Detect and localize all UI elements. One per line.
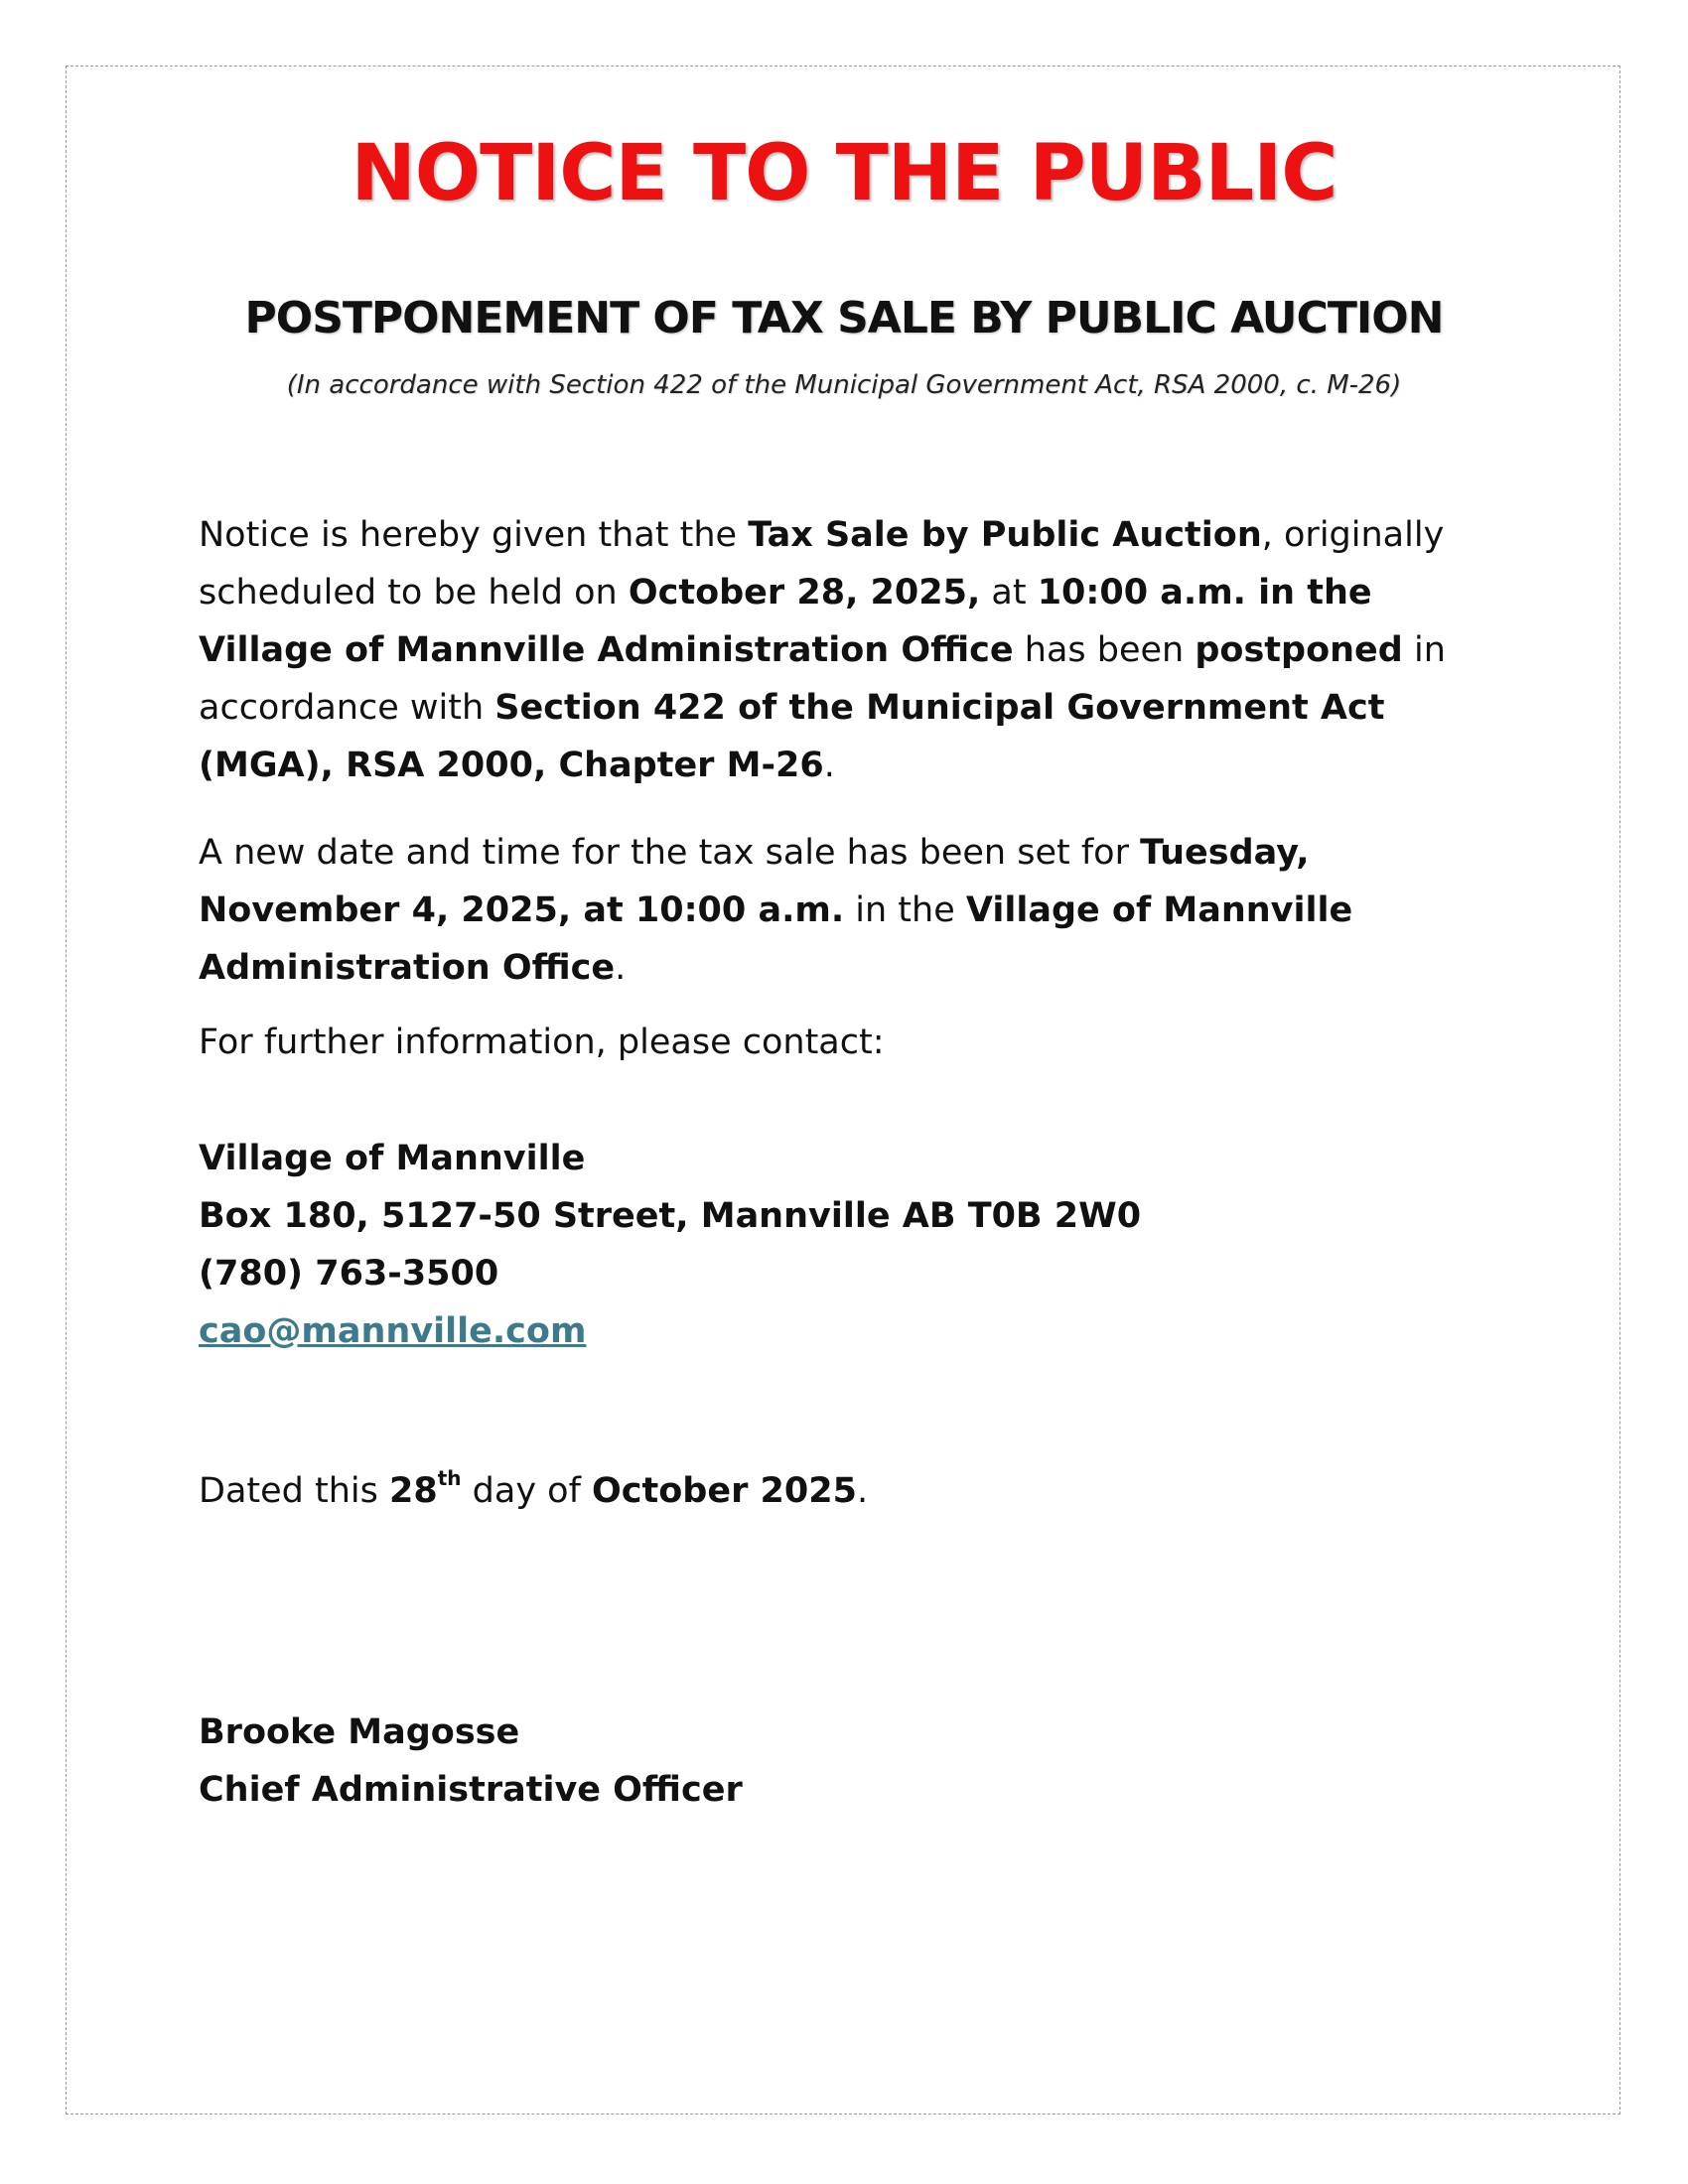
p2-text-3: . — [615, 948, 627, 988]
dated-month-year: October 2025 — [592, 1471, 857, 1511]
contact-name: Village of Mannville — [199, 1139, 586, 1178]
postponement-paragraph — [199, 506, 1509, 794]
dated-day — [389, 1466, 462, 1511]
p1-text-1: Notice is hereby given that the — [199, 515, 749, 555]
signer-title: Chief Administrative Officer — [199, 1770, 743, 1810]
p2-text-1: A new date and time for the tax sale has been set for — [199, 833, 1141, 873]
p1-text-5: in accordance with — [199, 630, 1446, 728]
contact-block — [199, 1130, 1509, 1360]
p2-bold-date: Tuesday, November 4, 2025, at 10:00 a.m. — [199, 833, 1310, 930]
p1-text-2: , originally scheduled to be held on — [199, 515, 1445, 613]
dated-text-3: . — [856, 1471, 869, 1511]
contact-phone: (780) 763-3500 — [199, 1254, 499, 1294]
act-reference-note: (In accordance with Section 422 of the Municipal Government Act, RSA 2000, c. M-26) — [286, 370, 1402, 400]
dated-day-suffix: th — [437, 1466, 462, 1491]
signature-block — [199, 1704, 1509, 1819]
dated-text-1: Dated this — [199, 1471, 389, 1511]
dated-day-number: 28 — [389, 1471, 438, 1511]
signer-name: Brooke Magosse — [199, 1712, 520, 1752]
p1-text-3: at — [980, 573, 1038, 613]
p1-bold-sale: Tax Sale by Public Auction — [748, 515, 1262, 555]
notice-subtitle: POSTPONEMENT OF TAX SALE BY PUBLIC AUCTION — [244, 293, 1444, 343]
p2-bold-place: Village of Mannville Administration Office — [199, 890, 1353, 988]
p1-text-4: has been — [1013, 630, 1196, 670]
dated-text-2: day of — [461, 1471, 593, 1511]
contact-email-link[interactable]: cao@mannville.com — [199, 1311, 587, 1351]
p1-bold-date: October 28, 2025, — [628, 573, 981, 613]
p1-bold-time-place: 10:00 a.m. in the Village of Mannville Administration Office — [199, 573, 1372, 670]
p1-bold-postponed: postponed — [1195, 630, 1403, 670]
p1-bold-section: Section 422 of the Municipal Government Act (MGA), RSA 2000, Chapter M-26 — [199, 688, 1385, 785]
p2-text-2: in the — [844, 890, 966, 930]
dated-line — [199, 1462, 1509, 1520]
contact-intro: For further information, please contact: — [199, 1023, 885, 1062]
p1-text-6: . — [823, 746, 835, 785]
new-date-paragraph — [199, 824, 1509, 997]
notice-title: NOTICE TO THE PUBLIC — [351, 129, 1337, 218]
contact-address: Box 180, 5127-50 Street, Mannville AB T0B 2W0 — [199, 1196, 1142, 1236]
